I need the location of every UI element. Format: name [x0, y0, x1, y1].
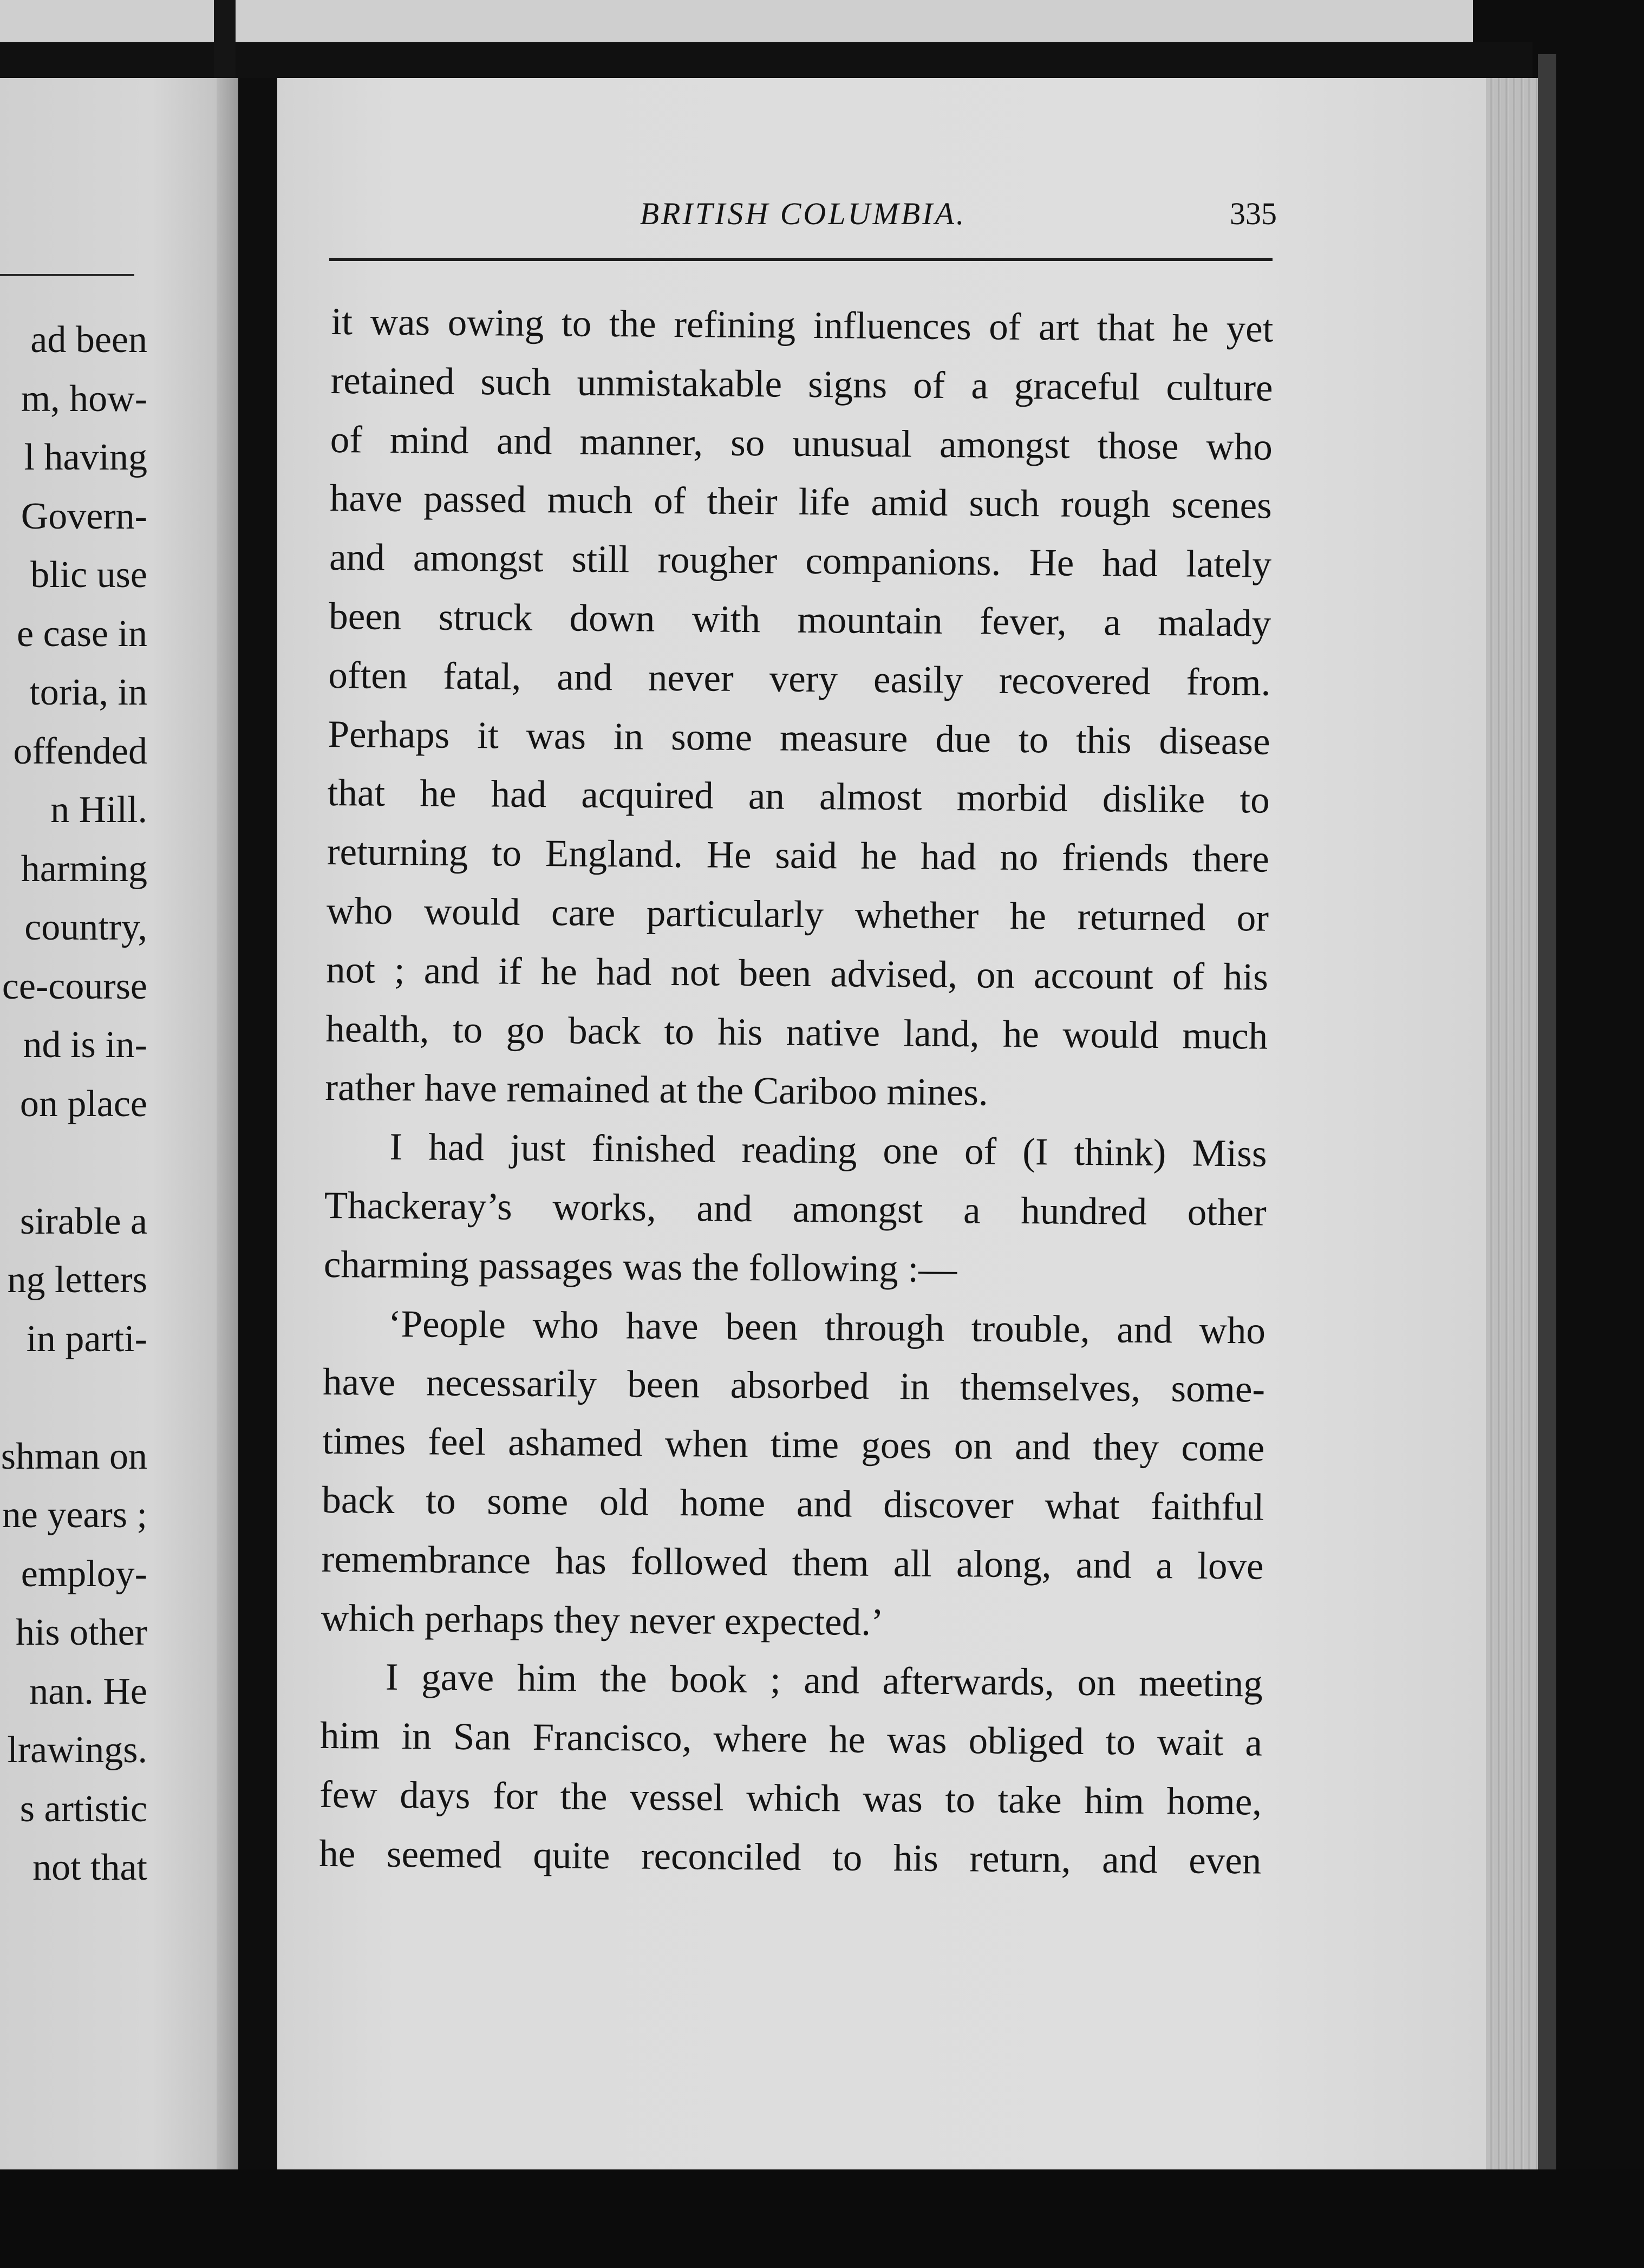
- left-page-line: ng letters: [7, 1259, 147, 1301]
- text-line: Thackeray’s works, and amongst a hundred other: [324, 1184, 1267, 1234]
- text-line: often fatal, and never very easily recovered from.: [328, 654, 1271, 704]
- running-title: BRITISH COLUMBIA.: [640, 196, 967, 231]
- page-header: [329, 195, 1277, 233]
- text-line: rather have remained at the Cariboo mines.: [325, 1066, 989, 1114]
- text-line: him in San Francisco, where he was obliged to wait a: [319, 1715, 1263, 1764]
- text-line: remembrance has followed them all along, and a love: [321, 1537, 1264, 1588]
- left-page-line: blic use: [30, 554, 147, 596]
- book-gutter: [238, 78, 277, 2169]
- text-line: not ; and if he had not been advised, on account of his: [325, 948, 1269, 999]
- text-line: times feel ashamed when time goes on and they come: [322, 1420, 1265, 1470]
- text-line: retained such unmistakable signs of a graceful culture: [330, 359, 1273, 409]
- left-page-fragment: [0, 78, 217, 2169]
- left-page-line: employ-: [21, 1553, 147, 1595]
- text-line: have passed much of their life amid such rough scenes: [329, 477, 1273, 527]
- scanner-bottom-bar: [0, 2169, 1644, 2268]
- page-edge-shadow: [1538, 54, 1556, 2169]
- left-page-line: ce-course: [2, 965, 147, 1007]
- body-text: [319, 292, 1284, 1891]
- text-line: that he had acquired an almost morbid dislike to: [327, 772, 1270, 822]
- left-page-line: [1, 1368, 147, 1428]
- left-page-line: on place: [19, 1083, 147, 1125]
- header-rule: [329, 258, 1273, 261]
- left-page-line: not that: [32, 1847, 147, 1888]
- left-page-line: m, how-: [21, 377, 147, 420]
- left-page-line: offended: [13, 730, 147, 772]
- text-line: returning to England. He said he had no friends there: [327, 831, 1270, 881]
- text-line: Perhaps it was in some measure due to this disease: [328, 713, 1270, 763]
- text-line: charming passages was the following :—: [323, 1243, 957, 1291]
- left-page-line: nd is in-: [23, 1024, 147, 1066]
- text-line: few days for the vessel which was to take him home,: [319, 1773, 1262, 1823]
- page-number: 335: [1230, 196, 1277, 231]
- left-page-line: s artistic: [19, 1788, 147, 1830]
- text-line: ‘People who have been through trouble, and who: [388, 1302, 1266, 1352]
- left-page-line: e case in: [17, 612, 147, 655]
- text-line: and amongst still rougher companions. He had lately: [329, 536, 1272, 586]
- left-page-line: sirable a: [19, 1200, 147, 1242]
- text-line: been struck down with mountain fever, a malady: [328, 595, 1271, 645]
- text-line: who would care particularly whether he returned or: [326, 889, 1269, 940]
- text-line: back to some old home and discover what faithful: [322, 1478, 1264, 1529]
- left-page-line: toria, in: [29, 672, 147, 713]
- text-line: I had just finished reading one of (I think) Miss: [389, 1126, 1267, 1175]
- text-line: he seemed quite reconciled to his return, and even: [319, 1832, 1262, 1882]
- left-page-line: ad been: [30, 319, 147, 361]
- left-page-line: harming: [21, 848, 147, 890]
- left-page-text: [1, 311, 147, 1898]
- left-page-line: ne years ;: [2, 1494, 147, 1536]
- left-page-header-rule: [0, 274, 134, 276]
- text-line: have necessarily been absorbed in themselves, some-: [322, 1361, 1265, 1411]
- left-page-line: nan. He: [29, 1670, 147, 1712]
- text-line: health, to go back to his native land, he would much: [325, 1007, 1268, 1058]
- page-edges: [1486, 78, 1538, 2169]
- left-page-line: lrawings.: [7, 1729, 147, 1771]
- left-page-line: country,: [24, 907, 147, 948]
- left-page-line: Govern-: [21, 495, 147, 537]
- left-page-line: his other: [15, 1612, 147, 1653]
- gutter-top: [214, 0, 236, 78]
- left-page-line: [1, 1133, 147, 1192]
- text-line: of mind and manner, so unusual amongst those who: [330, 418, 1273, 468]
- left-page-line: l having: [24, 436, 147, 478]
- left-page-line: n Hill.: [50, 789, 147, 831]
- text-line: I gave him the book ; and afterwards, on meeting: [385, 1656, 1263, 1705]
- text-line: which perhaps they never expected.’: [321, 1596, 884, 1644]
- left-page-line: shman on: [1, 1435, 147, 1477]
- left-page-line: in parti-: [26, 1318, 147, 1360]
- text-line: it was owing to the refining influences of art that he yet: [331, 300, 1274, 350]
